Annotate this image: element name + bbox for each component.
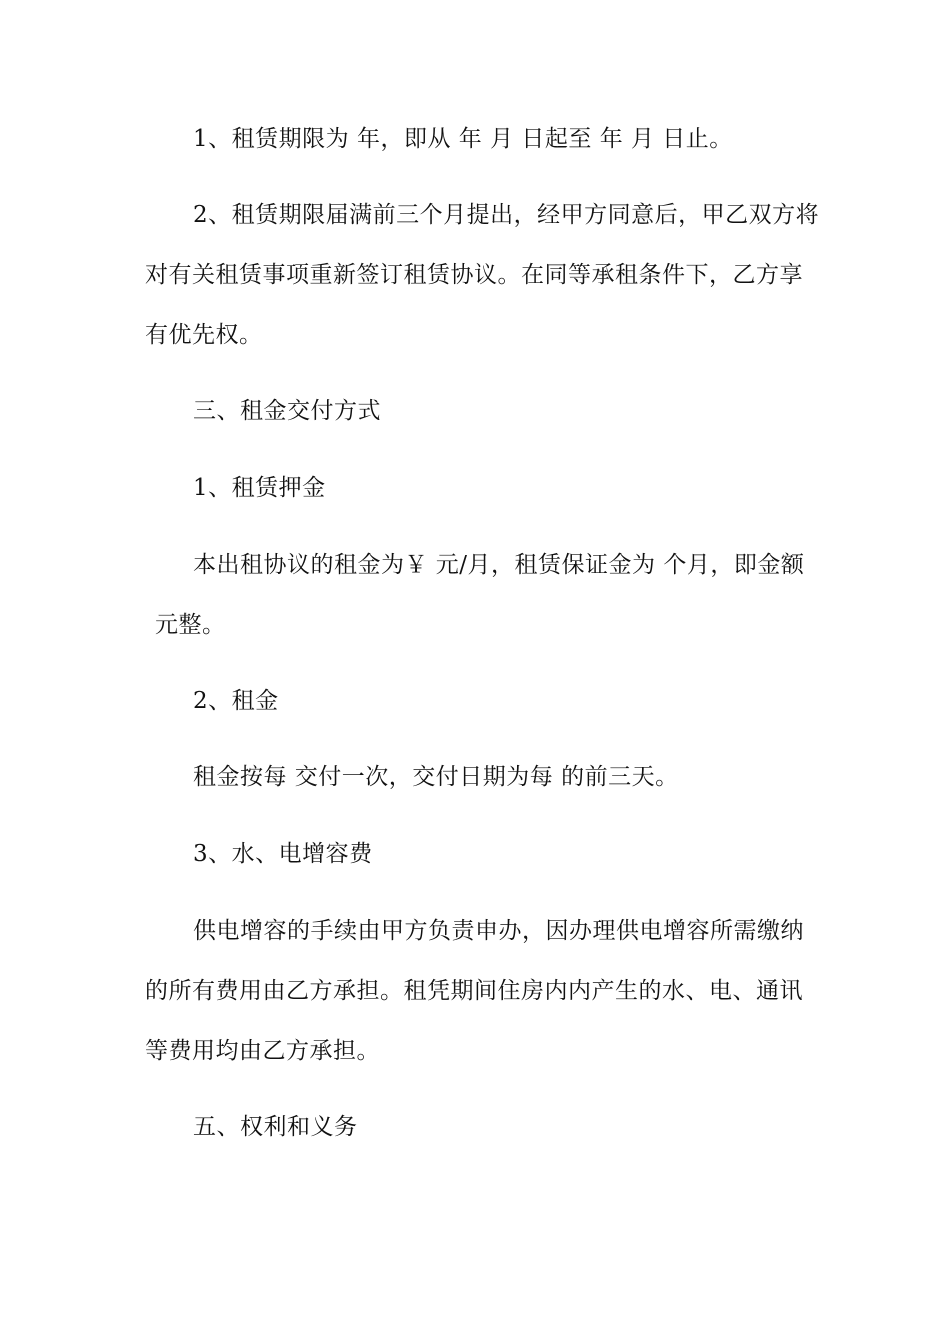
section-heading-rights-obligations: 五、权利和义务 (193, 1114, 358, 1140)
clause-renewal-line-2: 对有关租赁事项重新签订租赁协议。在同等承租条件下，乙方享 (145, 262, 803, 288)
subsection-heading-utility-fee: 3、水、电增容费 (193, 841, 373, 867)
subsection-heading-rent: 2、租金 (193, 688, 279, 714)
subsection-heading-deposit: 1、租赁押金 (193, 475, 326, 501)
clause-renewal-line-3: 有优先权。 (145, 322, 263, 348)
clause-utility-line-2: 的所有费用由乙方承担。租凭期间住房内内产生的水、电、通讯 (145, 978, 803, 1004)
clause-deposit-line-2: 元整。 (155, 612, 226, 638)
clause-lease-term: 1、租赁期限为 年，即从 年 月 日起至 年 月 日止。 (193, 126, 733, 152)
clause-renewal-line-1: 2、租赁期限届满前三个月提出，经甲方同意后，甲乙双方将 (193, 202, 820, 228)
clause-rent-schedule: 租金按每 交付一次，交付日期为每 的前三天。 (193, 764, 679, 790)
clause-deposit-line-1: 本出租协议的租金为￥ 元/月，租赁保证金为 个月，即金额 (193, 552, 805, 578)
clause-utility-line-1: 供电增容的手续由甲方负责申办，因办理供电增容所需缴纳 (193, 918, 804, 944)
section-heading-rent-payment: 三、租金交付方式 (193, 398, 381, 424)
clause-utility-line-3: 等费用均由乙方承担。 (145, 1038, 380, 1064)
